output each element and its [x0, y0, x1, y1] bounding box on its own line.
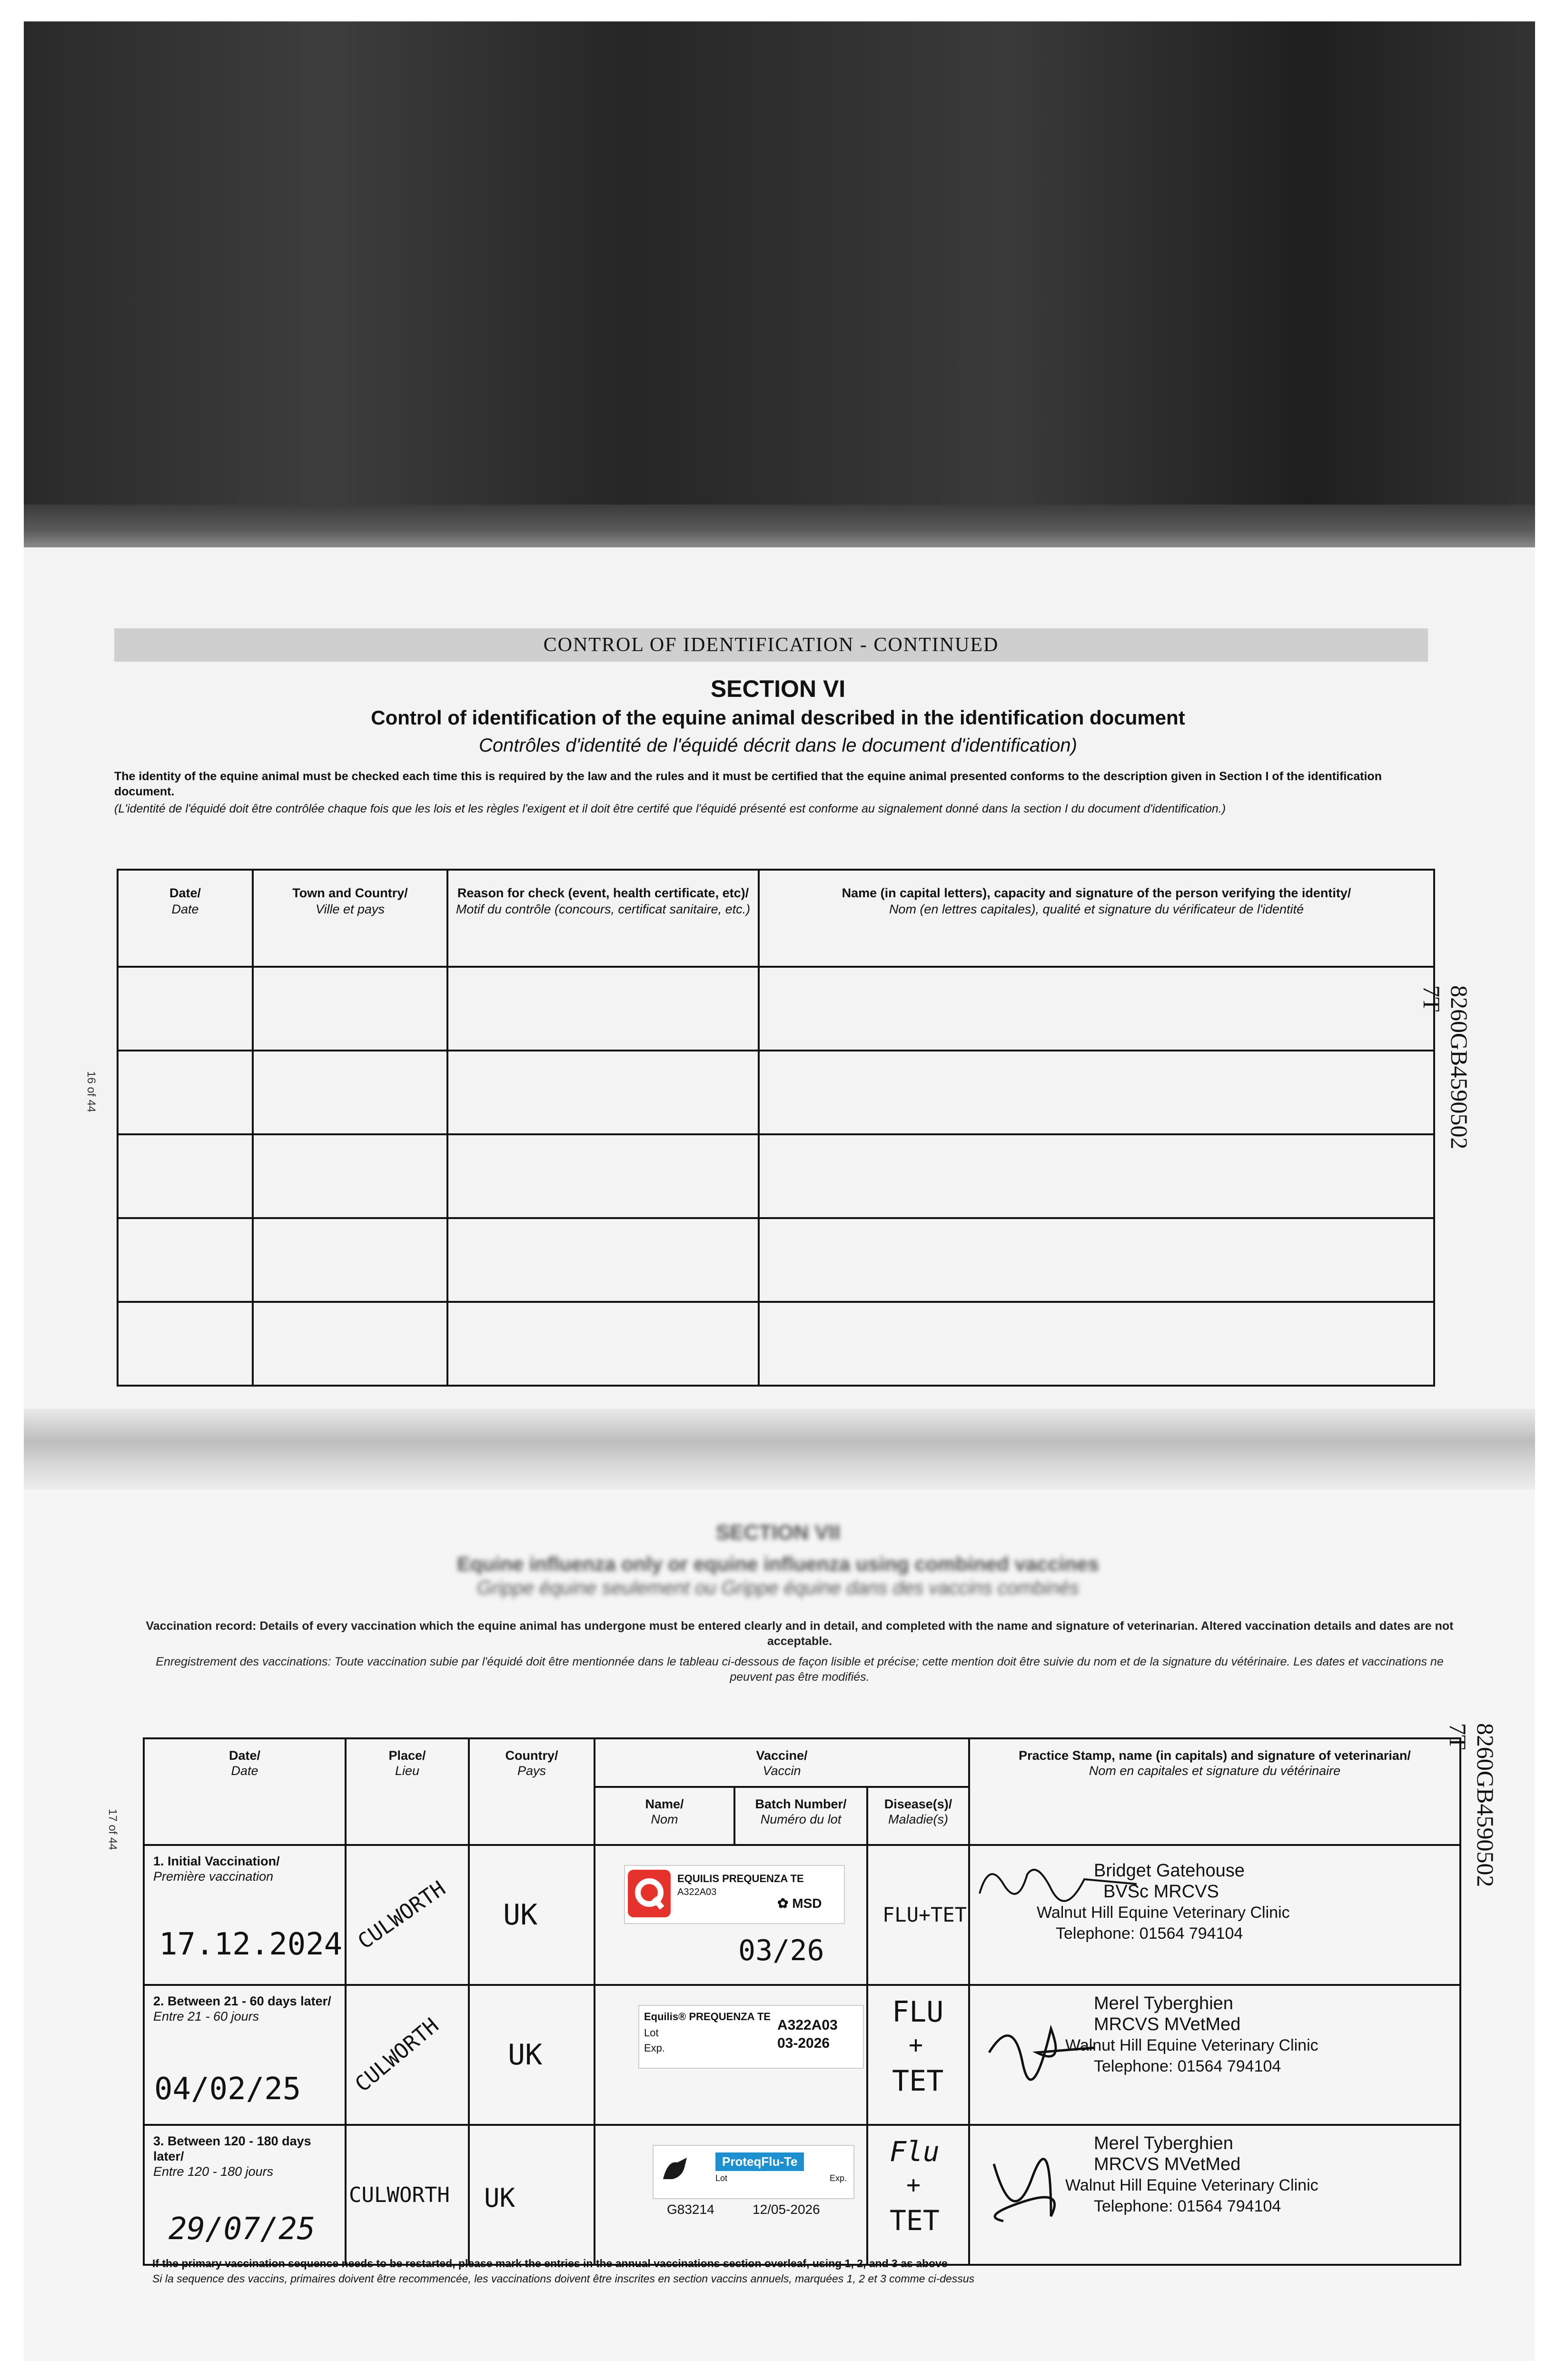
col-vaccine: Vaccine/ Vaccin: [595, 1738, 969, 1787]
document-id-upper: 8260GB4590502​7T: [1418, 985, 1473, 1150]
vaccination-country: UK: [508, 2038, 543, 2072]
vaccination-date: 17.12.2024: [159, 1927, 343, 1962]
vaccine-intro-fr: Enregistrement des vaccinations: Toute vaccination subie par l'équidé doit être mentionnée dans le tableau ci-dessous de façon lisible et précise; cette mention doit être suivie du nom et de la signature du vétérinaire. Les dates et vaccinations ne peuvent pas être modifiés.: [156, 1655, 1444, 1684]
vaccine-expiry: 03-2026: [777, 2035, 830, 2051]
vet-stamp: Merel Tyberghien MRCVS MVetMed Walnut Hill Equine Veterinary Clinic Telephone: 01564 794104: [1065, 1993, 1318, 2075]
vaccine-intro-en: Vaccination record: Details of every vaccination which the equine animal has undergone must be entered clearly and in detail, and completed with the name and signature of veterinarian. Altered vaccination details and dates are not acceptable.: [146, 1619, 1454, 1648]
vaccine-disease: FLU+TET: [882, 1903, 967, 1926]
vaccine-expiry: 12/05-2026: [753, 2202, 820, 2217]
vaccination-row-3: [144, 2125, 1460, 2265]
vet-stamp: Merel Tyberghien MRCVS MVetMed Walnut Hill Equine Veterinary Clinic Telephone: 01564 794104: [1065, 2133, 1318, 2215]
vaccine-name: EQUILIS PREQUENZA TE: [677, 1873, 804, 1884]
vaccine-name: ProteqFlu-Te: [715, 2152, 804, 2171]
table-row: [118, 1218, 1434, 1302]
page-number-upper: 16 of 44: [85, 1071, 98, 1112]
vaccination-place: CULWORTH: [353, 1876, 450, 1954]
vaccination-date: 29/07/25: [168, 2211, 316, 2247]
vaccine-batch: G83214: [667, 2202, 714, 2217]
vaccination-row-2: [144, 1985, 1460, 2125]
footnote-fr: Si la sequence des vaccins, primaires doivent être recommencée, les vaccinations doivent être inscrites en section vaccins annuels, marquées 1, 2 et 3 comme ci-dessus: [152, 2272, 975, 2285]
vaccine-title-fr: Grippe équine seulement ou Grippe équine dans des vaccins combinés: [476, 1577, 1080, 1598]
exp-label: Exp.: [830, 2173, 847, 2183]
vaccination-place: CULWORTH: [349, 2183, 450, 2207]
section-title: SECTION VI: [710, 675, 846, 702]
scanner-lid: [24, 21, 1535, 526]
horse-logo-icon: [658, 2155, 692, 2184]
vet-stamp: Bridget Gatehouse BVSc MRCVS Walnut Hill Equine Veterinary Clinic Telephone: 01564 794104: [1037, 1861, 1290, 1943]
table-row: [118, 1051, 1434, 1134]
page-fold: [24, 1409, 1535, 1490]
row-label: 2. Between 21 - 60 days later/ Entre 21 - 60 jours: [153, 1994, 331, 2023]
vaccination-table: [143, 1737, 1461, 2266]
vaccine-name: Equilis® PREQUENZA TE: [644, 2011, 771, 2023]
msd-logo: ✿ MSD: [777, 1896, 822, 1911]
col-stamp: Practice Stamp, name (in capitals) and signature of veterinarian/ Nom en capitales et signature du vétérinaire: [969, 1738, 1460, 1845]
intro-fr: (L'identité de l'équidé doit être contrôlée chaque fois que les lois et les règles l'exigent et il doit être certifé que l'équidé présenté est conforme au signalement donné dans la section I du document d'identification.): [114, 802, 1226, 815]
col-reason: Reason for check (event, health certificate, etc)/ Motif du contrôle (concours, certificat sanitaire, etc.): [447, 870, 759, 967]
scanner-edge: [24, 505, 1535, 547]
vaccine-disease: FLU + TET: [867, 1985, 969, 2125]
footnote-en: If the primary vaccination sequence needs to be restarted, please mark the entries in the annual vaccinations section overleaf, using 1, 2, and 3 as above: [152, 2257, 948, 2270]
section-banner: CONTROL OF IDENTIFICATION - CONTINUED: [114, 628, 1428, 662]
main-title-fr: Contrôles d'identité de l'équidé décrit dans le document d'identification): [478, 735, 1077, 756]
row-label: 1. Initial Vaccination/ Première vaccination: [153, 1854, 280, 1884]
identification-table: [117, 869, 1435, 1387]
q-logo-icon: [628, 1870, 671, 1917]
row-label: 3. Between 120 - 180 days later/ Entre 120 - 180 jours: [153, 2134, 311, 2179]
document-id-lower: 8260GB4590502​7T: [1445, 1723, 1499, 1887]
col-vaccine-name: Name/ Nom: [595, 1787, 734, 1845]
col-batch: Batch Number/ Numéro du lot: [734, 1787, 867, 1845]
vaccine-expiry: 03/26: [738, 1934, 824, 1967]
vaccine-batch: A322A03: [677, 1887, 717, 1897]
vaccine-batch: A322A03: [777, 2017, 838, 2033]
col-town-country: Town and Country/ Ville et pays: [253, 870, 447, 967]
table-row: [118, 967, 1434, 1051]
col-disease: Disease(s)/ Maladie(s): [867, 1787, 969, 1845]
exp-label: Exp.: [644, 2042, 665, 2054]
table-row: [118, 1302, 1434, 1386]
vaccination-row-1: [144, 1845, 1460, 1985]
table-row: [118, 1134, 1434, 1218]
vaccination-place: CULWORTH: [350, 2013, 444, 2097]
vaccine-title-en: Equine influenza only or equine influenza using combined vaccines: [457, 1553, 1099, 1575]
col-verifier: Name (in capital letters), capacity and signature of the person verifying the identity/ Nom (en lettres capitales), qualité et signature du vérificateur de l'identité: [759, 870, 1434, 967]
vaccine-sticker: [653, 2145, 854, 2199]
vaccine-sticker: [624, 1865, 845, 1924]
page-number-lower: 17 of 44: [106, 1809, 119, 1850]
vaccination-country: UK: [484, 2183, 515, 2213]
vaccination-date: 04/02/25: [154, 2072, 301, 2107]
section-title-blurred: SECTION VII: [715, 1521, 841, 1544]
intro-en: The identity of the equine animal must be checked each time this is required by the law and the rules and it must be certified that the equine animal presented conforms to the description given in Section I of the identification document.: [114, 770, 1382, 798]
col-country: Country/ Pays: [469, 1738, 595, 1845]
lot-label: Lot: [644, 2027, 659, 2039]
col-date: Date/ Date: [144, 1738, 346, 1845]
main-title-en: Control of identification of the equine animal described in the identification document: [371, 706, 1185, 729]
vaccine-sticker: [638, 2005, 864, 2069]
col-place: Place/ Lieu: [346, 1738, 469, 1845]
lot-label: Lot: [715, 2173, 728, 2183]
vaccine-disease: Flu + TET: [867, 2125, 969, 2265]
vaccination-country: UK: [503, 1898, 538, 1932]
col-date: Date/ Date: [118, 870, 253, 967]
